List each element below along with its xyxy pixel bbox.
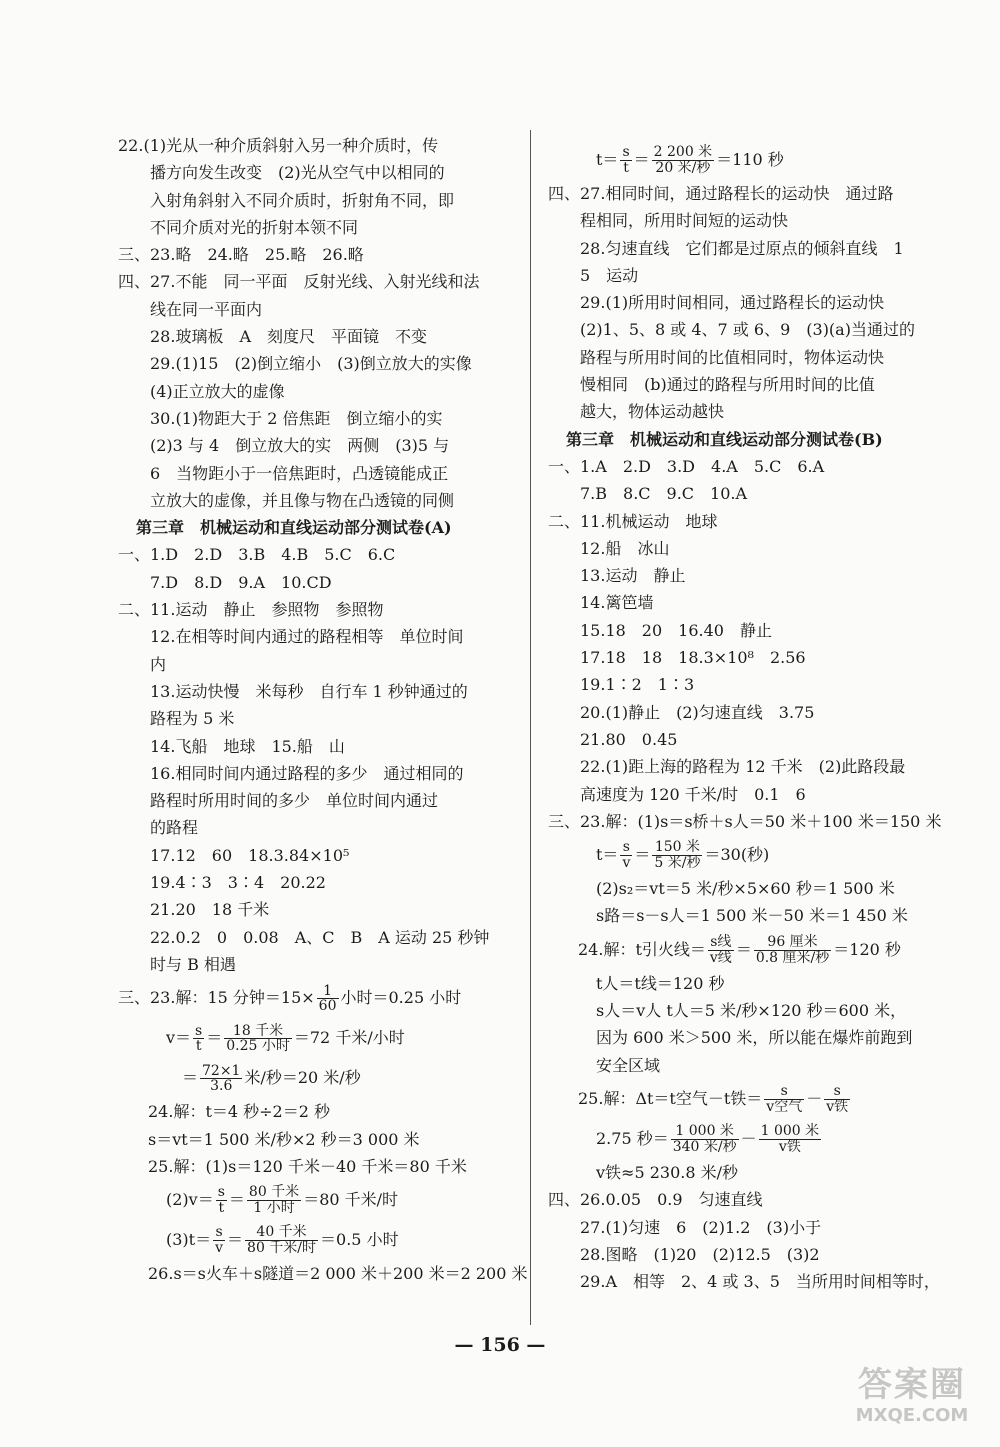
fraction	[200, 1064, 242, 1094]
denominator: 1 小时	[253, 1200, 295, 1217]
text-line: 16.相同时间内通过路程的多少 通过相同的	[118, 763, 464, 783]
formula-text: ＝	[206, 1028, 223, 1048]
text-line: 四、27.不能 同一平面 反射光线、入射光线和法	[118, 272, 480, 292]
formula-text: ＝	[227, 1230, 244, 1250]
watermark-logo	[842, 1365, 982, 1435]
denominator: v线	[709, 949, 732, 966]
text-line: 26.s＝s火车＋s隧道＝2 000 米＋200 米＝2 200 米	[148, 1264, 528, 1284]
numerator: s	[620, 840, 632, 856]
fraction	[317, 984, 339, 1014]
text-line: 四、27.相同时间，通过路程长的运动快 通过路	[548, 184, 894, 203]
fraction	[764, 1084, 804, 1114]
formula-line	[548, 930, 940, 970]
denominator: 5 米/秒	[654, 855, 701, 872]
fraction	[224, 1024, 292, 1054]
text-line: 三、23.解：(1)s＝s桥＋s人＝50 米＋100 米＝150 米	[548, 811, 942, 831]
text-line: 21.20 18 千米	[118, 900, 270, 920]
denominator: v	[215, 1240, 224, 1257]
formula-text: ＝120 秒	[833, 939, 901, 959]
text-line: 路程为 5 米	[118, 709, 235, 729]
text-line: (2)s₂＝vt＝5 米/秒×5×60 秒＝1 500 米	[596, 879, 895, 899]
text-line: s＝vt＝1 500 米/秒×2 秒＝3 000 米	[148, 1129, 420, 1149]
formula-text: ＝	[633, 150, 650, 169]
denominator: t	[195, 1038, 202, 1055]
text-line: 20.(1)静止 (2)匀速直线 3.75	[548, 702, 815, 722]
text-line: 14.飞船 地球 15.船 山	[118, 736, 345, 756]
text-line: 29.(1)15 (2)倒立缩小 (3)倒立放大的实像	[118, 354, 472, 374]
text-line: 线在同一平面内	[118, 299, 263, 319]
text-line: 时与 B 相遇	[118, 954, 236, 974]
numerator: 150 米	[652, 840, 702, 856]
numerator: s	[824, 1084, 850, 1100]
text-line: (2)1、5、8 或 4、7 或 6、9 (3)(a)当通过的	[548, 320, 915, 340]
text-line: 28.匀速直线 它们都是过原点的倾斜直线 1	[548, 238, 904, 258]
watermark-title: 答案圈	[858, 1365, 966, 1405]
text-line: 22.(1)距上海的路程为 12 千米 (2)此路段最	[548, 757, 906, 777]
formula-line	[548, 835, 940, 875]
text-line: 慢相同 (b)通过的路程与所用时间的比值	[548, 375, 875, 395]
numerator: 2 200 米	[653, 144, 713, 161]
denominator: t	[623, 160, 629, 176]
text-line: s人＝v人 t人＝5 米/秒×120 秒＝600 米，	[596, 1001, 907, 1021]
numerator: 1 000 米	[671, 1124, 739, 1140]
numerator: 80 千米	[248, 1184, 300, 1201]
text-line: 12.在相等时间内通过的路程相等 单位时间	[118, 627, 464, 647]
text-line: 二、11.机械运动 地球	[548, 511, 718, 531]
text-line: 高速度为 120 千米/时 0.1 6	[548, 784, 806, 804]
text-line: 7.D 8.D 9.A 10.CD	[118, 572, 332, 592]
fraction	[216, 1185, 227, 1215]
fraction	[759, 1124, 822, 1154]
formula-text: 三、23.解：15 分钟＝15×	[118, 988, 315, 1008]
formula-line	[118, 1058, 510, 1098]
section-heading-a: 第三章 机械运动和直线运动部分测试卷(A)	[136, 518, 452, 538]
fraction	[824, 1084, 850, 1114]
fraction	[754, 935, 831, 965]
text-line: (4)正立放大的虚像	[118, 381, 285, 401]
formula-text: ＝110 秒	[716, 150, 784, 169]
formula-text: 小时＝0.25 小时	[340, 988, 462, 1008]
denominator: 0.8 厘米/秒	[755, 949, 830, 966]
formula-text: t＝	[596, 150, 619, 169]
formula-text: ＝	[228, 1190, 245, 1210]
numerator: 96 厘米	[754, 935, 831, 951]
denominator: v铁	[778, 1138, 801, 1155]
fraction	[652, 145, 715, 175]
formula-text: t＝	[596, 845, 619, 865]
right-column	[548, 140, 940, 1295]
text-line: 12.船 冰山	[548, 538, 670, 558]
fraction	[245, 1225, 318, 1255]
text-line: 24.解：t＝4 秒÷2＝2 秒	[148, 1102, 330, 1122]
text-line: 6 当物距小于一倍焦距时，凸透镜能成正	[118, 463, 449, 483]
section-heading-b: 第三章 机械运动和直线运动部分测试卷(B)	[566, 429, 883, 449]
formula-text: (3)t＝	[166, 1230, 212, 1250]
text-line: 21.80 0.45	[548, 729, 678, 749]
numerator: s	[764, 1084, 804, 1100]
numerator: 72×1	[202, 1062, 241, 1079]
text-line: 22.(1)光从一种介质斜射入另一种介质时，传	[118, 136, 439, 155]
denominator: v	[622, 855, 631, 872]
numerator: s	[622, 144, 630, 161]
watermark-url: MXQE.COM	[855, 1405, 969, 1426]
text-line: 越大，物体运动越快	[548, 402, 725, 422]
denominator: 3.6	[210, 1078, 233, 1095]
denominator: v铁	[826, 1098, 849, 1115]
text-line: 27.(1)匀速 6 (2)1.2 (3)小于	[548, 1217, 822, 1237]
text-line: 28.玻璃板 A 刻度尺 平面镜 不变	[118, 327, 428, 347]
text-line: 29.A 相等 2、4 或 3、5 当所用时间相等时，	[548, 1272, 940, 1292]
fraction	[708, 935, 734, 965]
formula-line	[118, 978, 510, 1018]
numerator: s线	[708, 935, 734, 951]
text-line: 15.18 20 16.40 静止	[548, 620, 772, 640]
text-line: 19.4∶3 3∶4 20.22	[118, 873, 326, 893]
formula-text: ＝80 千米/时	[303, 1190, 399, 1210]
numerator: 1 000 米	[760, 1123, 820, 1140]
text-line: 三、23.略 24.略 25.略 26.略	[118, 245, 364, 265]
text-line: 一、1.A 2.D 3.D 4.A 5.C 6.A	[548, 456, 825, 476]
fraction	[620, 145, 631, 175]
formula-text: ＝0.5 小时	[320, 1230, 399, 1250]
text-line: 路程与所用时间的比值相同时，物体运动快	[548, 347, 885, 367]
formula-line	[118, 1220, 510, 1260]
text-line: 13.运动快慢 米每秒 自行车 1 秒钟通过的	[118, 681, 468, 701]
formula-text: ＝30(秒)	[704, 845, 770, 865]
fraction	[620, 840, 632, 870]
text-line: (2)3 与 4 倒立放大的实 两侧 (3)5 与	[118, 436, 450, 456]
text-line: 22.0.2 0 0.08 A、C B A 运动 25 秒钟	[118, 927, 490, 947]
numerator: s	[217, 1184, 225, 1201]
formula-line	[118, 1018, 510, 1058]
denominator: 0.25 小时	[226, 1038, 290, 1055]
text-line: s路＝s－s人＝1 500 米－50 米＝1 450 米	[596, 906, 908, 926]
formula-text: －	[806, 1088, 823, 1108]
formula-text: ＝72 千米/小时	[293, 1028, 405, 1048]
text-line: 的路程	[118, 818, 199, 838]
numerator: 40 千米	[245, 1225, 318, 1241]
text-line: 29.(1)所用时间相同，通过路程长的运动快	[548, 293, 885, 313]
denominator: 340 米/秒	[672, 1138, 737, 1155]
text-line: 立放大的虚像，并且像与物在凸透镜的同侧	[118, 490, 455, 510]
denominator: 80 千米/时	[247, 1240, 317, 1257]
fraction	[193, 1024, 204, 1054]
text-line: 一、1.D 2.D 3.B 4.B 5.C 6.C	[118, 545, 396, 565]
numerator: 1	[317, 984, 339, 1000]
formula-text: ＝	[634, 845, 651, 865]
numerator: s	[195, 1022, 203, 1039]
formula-text: 2.75 秒＝	[596, 1128, 669, 1148]
text-line: 路程时所用时间的多少 单位时间内通过	[118, 791, 439, 811]
left-column	[118, 132, 528, 1287]
text-line: 25.解：(1)s＝120 千米－40 千米＝80 千米	[148, 1156, 467, 1176]
text-line: 14.篱笆墙	[548, 593, 654, 613]
formula-line	[118, 1180, 510, 1220]
formula-text: (2)v＝	[166, 1190, 214, 1210]
column-divider	[530, 130, 531, 1325]
formula-text: v＝	[166, 1028, 192, 1048]
text-line: 播方向发生改变 (2)光从空气中以相同的	[118, 163, 445, 183]
fraction	[213, 1225, 225, 1255]
text-line: 7.B 8.C 9.C 10.A	[548, 484, 748, 504]
text-line: 19.1∶2 1∶3	[548, 675, 695, 695]
denominator: 60	[318, 998, 337, 1015]
text-line: v铁≈5 230.8 米/秒	[596, 1162, 738, 1182]
page-number: — 156 —	[454, 1334, 546, 1356]
numerator: 18 千米	[224, 1024, 292, 1040]
text-line: 安全区域	[596, 1055, 661, 1075]
fraction	[671, 1124, 739, 1154]
text-line: 因为 600 米＞500 米，所以能在爆炸前跑到	[596, 1028, 913, 1048]
formula-line	[548, 1119, 940, 1159]
text-line: t人＝t线＝120 秒	[596, 973, 725, 993]
text-line: 17.12 60 18.3.84×10⁵	[118, 845, 350, 865]
formula-line	[548, 140, 940, 180]
formula-text: 米/秒＝20 米/秒	[244, 1068, 361, 1088]
fraction	[652, 840, 702, 870]
text-line: 5 运动	[548, 265, 639, 285]
formula-line	[548, 1079, 940, 1119]
text-line: 13.运动 静止	[548, 566, 686, 586]
text-line: 30.(1)物距大于 2 倍焦距 倒立缩小的实	[118, 408, 443, 428]
denominator: v空气	[766, 1098, 803, 1115]
text-line: 17.18 18 18.3×10⁸ 2.56	[548, 648, 806, 668]
text-line: 二、11.运动 静止 参照物 参照物	[118, 600, 384, 620]
formula-text: ＝	[182, 1068, 199, 1088]
formula-text: －	[740, 1128, 757, 1148]
numerator: s	[213, 1225, 225, 1241]
fraction	[247, 1185, 301, 1215]
denominator: 20 米/秒	[655, 160, 711, 176]
text-line: 入射角斜射入不同介质时，折射角不同，即	[118, 190, 455, 210]
denominator: t	[218, 1200, 225, 1217]
formula-text: 24.解：t引火线＝	[578, 939, 706, 959]
formula-text: ＝	[735, 939, 752, 959]
text-line: 不同介质对光的折射本领不同	[118, 217, 359, 237]
text-line: 四、26.0.05 0.9 匀速直线	[548, 1190, 763, 1210]
formula-text: 25.解：Δt＝t空气－t铁＝	[578, 1088, 763, 1108]
text-line: 内	[118, 654, 167, 674]
text-line: 28.图略 (1)20 (2)12.5 (3)2	[548, 1244, 820, 1264]
text-line: 程相同，所用时间短的运动快	[548, 211, 789, 231]
